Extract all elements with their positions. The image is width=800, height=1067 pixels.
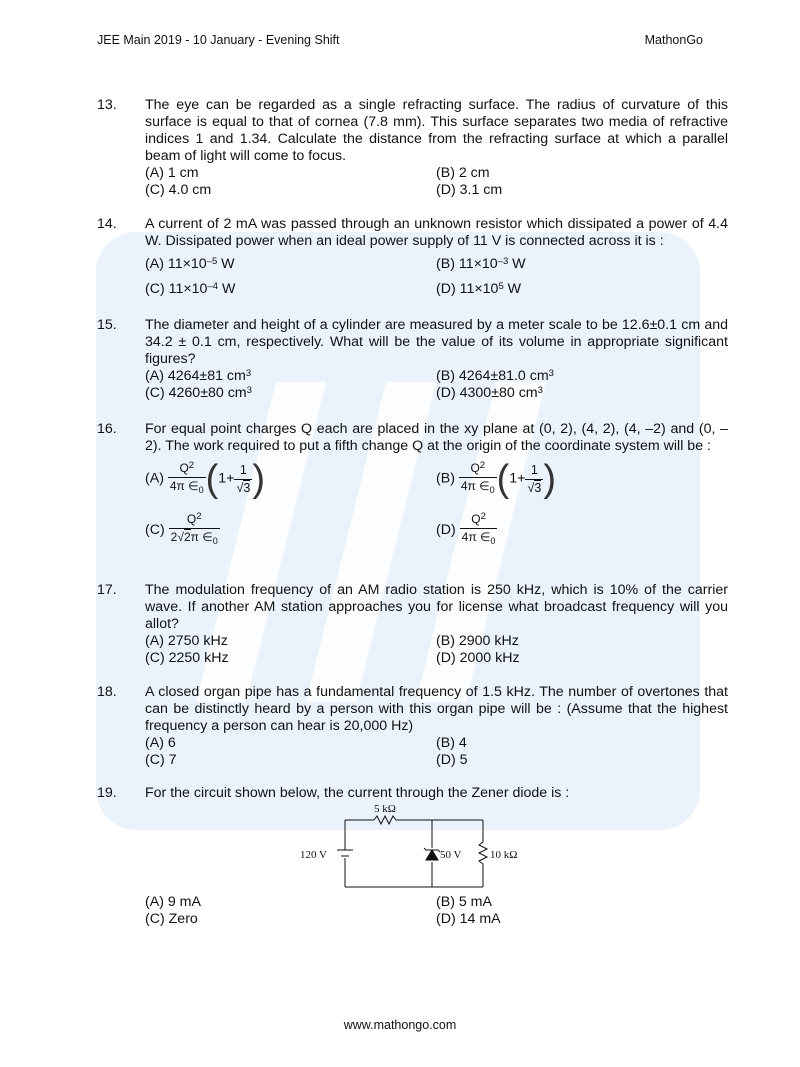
zener-circuit-diagram [290, 800, 530, 892]
option-c: (C) $11\times 10^{-4}$ W [145, 281, 236, 297]
option-c: (C) $\frac{Q^2}{2√2\pi \in_0}$ [145, 511, 218, 546]
question-18 [97, 684, 728, 769]
question-17 [97, 582, 728, 667]
option-d: (D) 14 mA [436, 911, 501, 927]
option-d: (D) $\frac{Q^2}{4\pi \in_0}$ [436, 511, 496, 546]
option-b: (B) 4 [436, 735, 467, 751]
question-13 [97, 97, 728, 199]
options [145, 894, 728, 928]
option-a: (A) $\frac{Q^2}{4\pi \in_0}$ (1+ $\frac{1}{√3}$ ) [145, 458, 265, 500]
option-a: (A) 1 cm [145, 165, 199, 181]
exam-title: JEE Main 2019 - 10 January - Evening Shift [97, 33, 340, 47]
zener-label: 50 V [440, 849, 462, 861]
brand-name: MathonGo [644, 33, 703, 47]
options [145, 368, 728, 402]
option-b: (B) $11\times 10^{-3}$ W [436, 256, 526, 272]
option-b: (B) 2900 kHz [436, 633, 519, 649]
options [145, 633, 728, 667]
options [145, 459, 728, 559]
option-b: (B) 5 mA [436, 894, 492, 910]
question-stem: A current of 2 mA was passed through an unknown resistor which dissipated a power of 4.4 W. Dissipated power when an ideal power supply of 11 V is connected across it is : [145, 216, 728, 249]
source-label: 120 V [300, 849, 327, 861]
question-stem: The modulation frequency of an AM radio station is 250 kHz, which is 10% of the carrier wave. If another AM station approaches you for license what broadcast frequency will you allot? [145, 582, 728, 632]
question-number: 18. [97, 684, 117, 700]
options [145, 165, 728, 199]
load-resistor-label: 10 kΩ [490, 849, 518, 861]
option-d: (D) 5 [436, 752, 468, 768]
question-number: 15. [97, 317, 117, 333]
question-19-options [97, 894, 728, 928]
option-c: (C) 4.0 cm [145, 182, 212, 198]
question-number: 17. [97, 582, 117, 598]
question-stem: For the circuit shown below, the current through the Zener diode is : [145, 785, 570, 801]
options [145, 735, 728, 769]
option-c: (C) Zero [145, 911, 198, 927]
option-a: (A) 2750 kHz [145, 633, 228, 649]
option-a: (A) 9 mA [145, 894, 201, 910]
option-d: (D) 4300±80 $cm^3$ [436, 385, 543, 401]
question-16 [97, 421, 728, 559]
option-b: (B) 2 cm [436, 165, 490, 181]
page-footer: www.mathongo.com [343, 1018, 457, 1032]
resistor-label: 5 kΩ [374, 803, 396, 815]
option-c: (C) 2250 kHz [145, 650, 229, 666]
option-d: (D) $11\times 10^5$ W [436, 281, 522, 297]
options [145, 252, 728, 296]
option-a: (A) $11\times 10^{-5}$ W [145, 256, 235, 272]
question-number: 14. [97, 216, 117, 232]
question-stem: The eye can be regarded as a single refracting surface. The radius of curvature of this surface is equal to that of cornea (7.8 mm). This surface separates two media of refractive indices 1 and 1.34. Calculate the distance from the refracting surface at which a parallel beam of light will come to focus. [145, 97, 728, 164]
page-header [97, 33, 703, 53]
question-14 [97, 216, 728, 296]
option-a: (A) 4264±81 $cm^3$ [145, 368, 252, 384]
option-d: (D) 2000 kHz [436, 650, 520, 666]
question-number: 16. [97, 421, 117, 437]
option-a: (A) 6 [145, 735, 176, 751]
question-number: 19. [97, 785, 117, 801]
question-15 [97, 317, 728, 402]
option-b: (B) $\frac{Q^2}{4\pi \in_0}$ (1+ $\frac{1}{√3}$ ) [436, 458, 556, 500]
question-number: 13. [97, 97, 117, 113]
option-c: (C) 7 [145, 752, 177, 768]
question-stem: The diameter and height of a cylinder are measured by a meter scale to be 12.6±0.1 cm and 34.2 ± 0.1 cm, respectively. What will be the value of its volume in appropriate significant figures? [145, 317, 728, 367]
question-stem: A closed organ pipe has a fundamental frequency of 1.5 kHz. The number of overtones that can be distinctly heard by a person with this organ pipe will be : (Assume that the highest frequency a person can hear is 20,000 Hz) [145, 684, 728, 734]
option-d: (D) 3.1 cm [436, 182, 503, 198]
option-c: (C) 4260±80 $cm^3$ [145, 385, 252, 401]
option-b: (B) 4264±81.0 $cm^3$ [436, 368, 554, 384]
question-stem: For equal point charges Q each are placed in the xy plane at (0, 2), (4, 2), (4, –2) and (0, –2). The work required to put a fifth change Q at the origin of the coordinate system will be : [145, 421, 728, 454]
